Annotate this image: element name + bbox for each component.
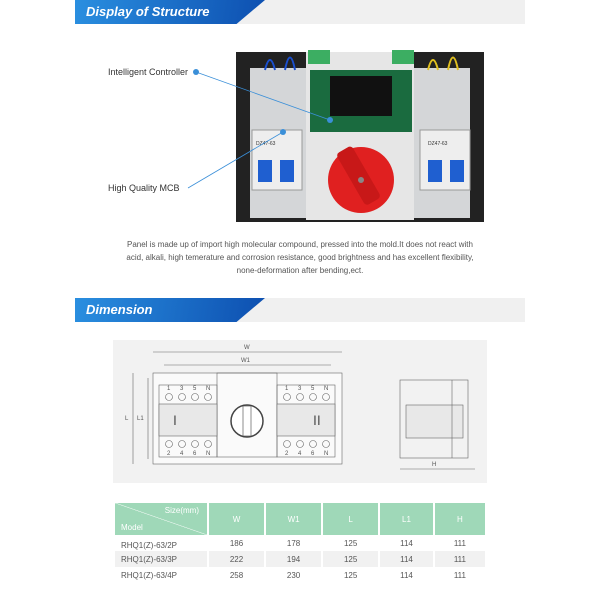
section-title: Dimension (86, 302, 153, 317)
col-h: H (435, 503, 485, 535)
dimension-drawing (113, 340, 487, 483)
col-l: L (323, 503, 378, 535)
mcb-left-label: DZ47-63 (256, 141, 276, 147)
svg-text:N: N (324, 386, 329, 392)
product-image (0, 40, 600, 230)
svg-text:3: 3 (180, 386, 184, 392)
svg-text:I: I (173, 412, 177, 428)
section-title: Display of Structure (86, 4, 210, 19)
table-row: RHQ1(Z)-63/4P 258 230 125 114 111 (121, 570, 466, 580)
header-corner (115, 503, 207, 535)
svg-text:5: 5 (193, 386, 197, 392)
svg-text:2: 2 (167, 451, 171, 457)
model-header: Model (121, 523, 143, 532)
svg-text:3: 3 (298, 386, 302, 392)
dim-l: L (125, 416, 129, 422)
svg-text:N: N (206, 451, 211, 457)
dim-h: H (432, 462, 437, 468)
svg-text:1: 1 (167, 386, 171, 392)
col-w1: W1 (266, 503, 321, 535)
svg-text:2: 2 (285, 451, 289, 457)
section-header-structure (75, 0, 525, 24)
dim-l1: L1 (137, 416, 144, 422)
svg-text:5: 5 (311, 386, 315, 392)
svg-text:4: 4 (298, 451, 302, 457)
table-row: RHQ1(Z)-63/3P 222 194 125 114 111 (115, 551, 485, 567)
dim-w1: W1 (241, 358, 250, 364)
dim-w: W (244, 345, 250, 351)
svg-text:1: 1 (285, 386, 289, 392)
description-text: Panel is made up of import high molecular compound, pressed into the mold.It does not react with acid, alkali, high temerature and corrosion resistance, good brightness and has excellent flexibility, none-deformation after bending,ect. (126, 240, 474, 275)
svg-text:6: 6 (311, 451, 315, 457)
col-w: W (209, 503, 264, 535)
dimension-table (113, 503, 487, 583)
size-header: Size(mm) (164, 506, 199, 515)
svg-text:II: II (313, 412, 321, 428)
mcb-right-label: DZ47-63 (428, 141, 448, 147)
callout-intelligent-controller: Intelligent Controller (108, 67, 189, 77)
table-row: RHQ1(Z)-63/2P 186 178 125 114 111 (121, 538, 466, 550)
section-header-dimension (75, 298, 525, 322)
svg-text:6: 6 (193, 451, 197, 457)
svg-text:N: N (206, 386, 211, 392)
callout-high-quality-mcb: High Quality MCB (108, 183, 180, 193)
svg-text:N: N (324, 451, 329, 457)
col-l1: L1 (380, 503, 433, 535)
svg-text:4: 4 (180, 451, 184, 457)
